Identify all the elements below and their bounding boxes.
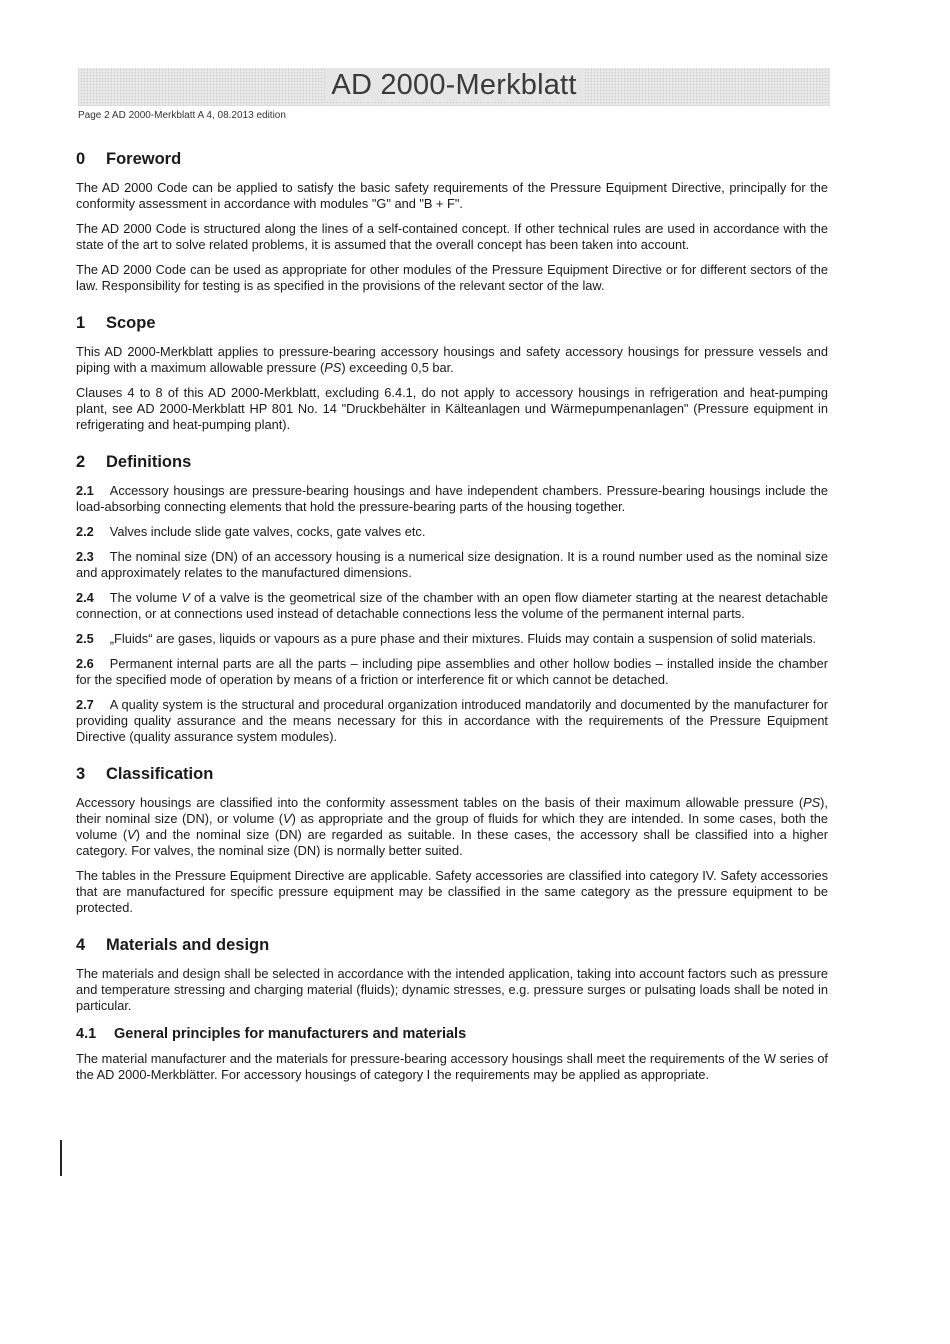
document-body [76, 150, 828, 1103]
definition-2-4: 2.4 The volume V of a valve is the geometrical size of the chamber with an open flow diameter starting at the nearest detachable connection, or at connections used instead of detachable connections less the volume of the permanent internal parts. [76, 590, 828, 621]
paragraph: The materials and design shall be selected in accordance with the intended application, taking into account factors such as pressure and temperature stressing and charging material (fluids); dynamic stresses, e.g. pressure surges or pulsating loads shall be noted in particular. [76, 966, 828, 1013]
paragraph: This AD 2000-Merkblatt applies to pressure-bearing accessory housings and safety accessory housings for pressure vessels and piping with a maximum allowable pressure (PS) exceeding 0,5 bar. [76, 344, 828, 375]
document-title: AD 2000-Merkblatt [78, 69, 830, 102]
paragraph: Accessory housings are classified into the conformity assessment tables on the basis of their maximum allowable pressure (PS), their nominal size (DN), or volume (V) as appropriate and the group of fluids for which they are intended. In some cases, both the volume (V) and the nominal size (DN) are regarded as suitable. In these cases, the accessory shall be classified into a higher category. For valves, the nominal size (DN) is normally better suited. [76, 795, 828, 858]
page-reference: Page 2 AD 2000-Merkblatt A 4, 08.2013 edition [78, 110, 286, 121]
section-scope [76, 314, 828, 433]
section-foreword [76, 150, 828, 294]
paragraph: The AD 2000 Code can be applied to satisfy the basic safety requirements of the Pressure Equipment Directive, principally for the conformity assessment in accordance with modules "G" and "B + F". [76, 180, 828, 211]
paragraph: Clauses 4 to 8 of this AD 2000-Merkblatt, excluding 6.4.1, do not apply to accessory housings in refrigeration and heat-pumping plant, see AD 2000-Merkblatt HP 801 No. 14 "Druckbehälter in Kälteanlagen und Wärmepumpenanlagen" (Pressure equipment in refrigerating and heat-pumping plant). [76, 385, 828, 432]
definition-2-6: 2.6 Permanent internal parts are all the parts – including pipe assemblies and other hollow bodies – installed inside the chamber for the specified mode of operation by means of a friction or interference fit or which cannot be detached. [76, 656, 828, 687]
section-classification [76, 765, 828, 916]
section-heading: 0 Foreword [76, 150, 182, 168]
header-banner [78, 68, 830, 106]
definition-2-5: 2.5 „Fluids“ are gases, liquids or vapours as a pure phase and their mixtures. Fluids may contain a suspension of solid materials. [76, 631, 817, 646]
paragraph: The tables in the Pressure Equipment Directive are applicable. Safety accessories are classified into category IV. Safety accessories that are manufactured for specific pressure equipment may be classified in the same category as the pressure equipment to be protected. [76, 868, 828, 915]
section-heading: 2 Definitions [76, 453, 192, 471]
subsection-heading: 4.1 General principles for manufacturers and materials [76, 1026, 467, 1042]
definition-2-7: 2.7 A quality system is the structural and procedural organization introduced mandatorily and documented by the manufacturer for providing quality assurance and the means necessary for this in accordance with the requirements of the Pressure Equipment Directive (quality assurance system modules). [76, 697, 828, 744]
section-materials-design [76, 936, 828, 1083]
revision-bar [60, 1140, 62, 1176]
paragraph: The AD 2000 Code can be used as appropriate for other modules of the Pressure Equipment Directive or for different sectors of the law. Responsibility for testing is as specified in the provisions of the relevant sector of the law. [76, 262, 828, 293]
definition-2-3: 2.3 The nominal size (DN) of an accessory housing is a numerical size designation. It is a round number used as the nominal size and approximately relates to the manufactured dimensions. [76, 549, 828, 580]
section-heading: 1 Scope [76, 314, 156, 332]
definition-2-1: 2.1 Accessory housings are pressure-bearing housings and have independent chambers. Pressure-bearing housings include the load-absorbing connecting elements that hold the pressure-bearing parts of the housing together. [76, 483, 828, 514]
section-heading: 3 Classification [76, 765, 214, 783]
section-heading: 4 Materials and design [76, 936, 270, 954]
paragraph: The AD 2000 Code is structured along the lines of a self-contained concept. If other technical rules are used in accordance with the state of the art to solve related problems, it is assumed that the overall concept has been taken into account. [76, 221, 828, 252]
section-definitions [76, 453, 828, 745]
paragraph: The material manufacturer and the materials for pressure-bearing accessory housings shall meet the requirements of the W series of the AD 2000-Merkblätter. For accessory housings of category I the requirements may be applied as appropriate. [76, 1051, 828, 1082]
definition-2-2: 2.2 Valves include slide gate valves, cocks, gate valves etc. [76, 524, 426, 539]
